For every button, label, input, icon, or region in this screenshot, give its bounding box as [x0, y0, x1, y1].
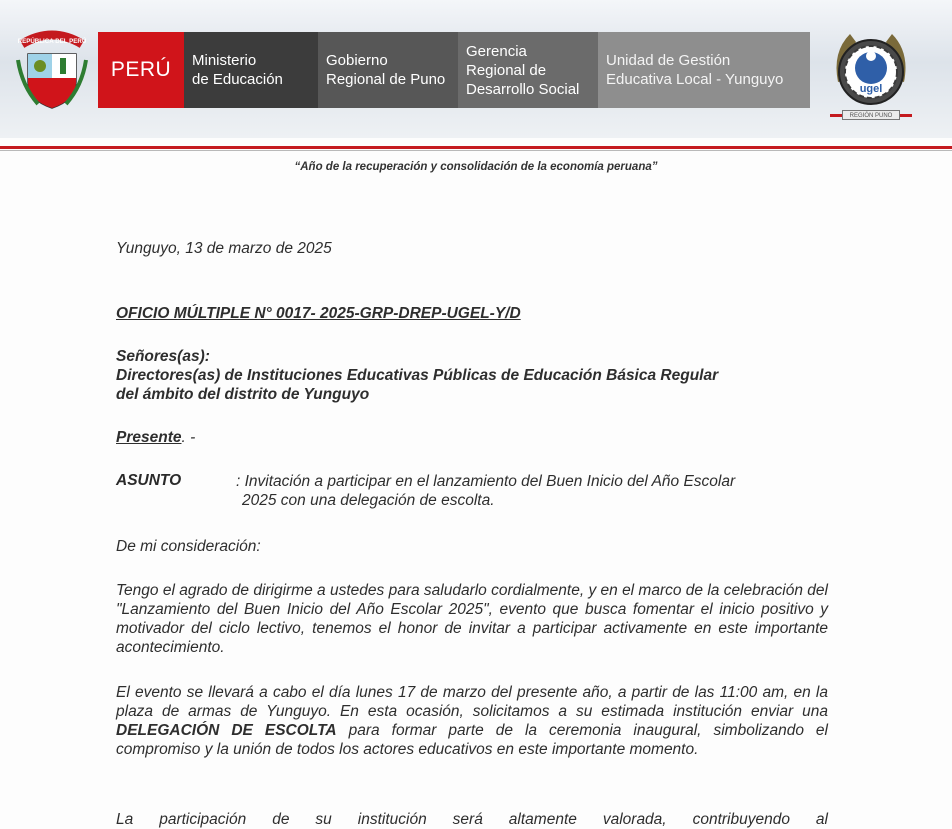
peru-brand-box	[98, 32, 184, 108]
header-rule-red	[0, 146, 952, 149]
paragraph-2	[116, 683, 828, 759]
peru-label: PERÚ	[110, 58, 172, 81]
presente-suffix: . -	[181, 429, 196, 446]
year-motto: “Año de la recuperación y consolidación de la economía peruana”	[294, 161, 658, 173]
gerencia-line-1: Gerencia	[466, 42, 527, 60]
gobierno-line-1: Gobierno	[326, 52, 388, 69]
asunto-label: ASUNTO	[116, 472, 182, 489]
gerencia-line-2: Regional de	[466, 61, 547, 79]
region-stripe-right	[900, 114, 912, 117]
ministerio-line-1: Ministerio	[192, 52, 257, 69]
presente-word: Presente	[116, 429, 182, 446]
asunto-line-2: 2025 con una delegación de escolta.	[242, 492, 495, 509]
gerencia-box	[458, 32, 598, 108]
addressee-line-2: del ámbito del distrito de Yunguyo	[116, 386, 370, 403]
ugel-line-2: Educativa Local - Yunguyo	[606, 71, 784, 88]
ministerio-box	[184, 32, 318, 108]
peru-coat-of-arms-icon	[16, 30, 88, 110]
greeting: De mi consideración:	[116, 538, 261, 555]
ugel-line-1: Unidad de Gestión	[606, 52, 731, 69]
gerencia-line-3: Desarrollo Social	[466, 80, 580, 98]
paragraph-3-partial: La participación de su institución será altamente valorada, contribuyendo al	[116, 811, 828, 828]
ministerio-line-2: de Educación	[192, 71, 283, 88]
region-puno-label: REGIÓN PUNO	[842, 110, 900, 120]
gobierno-regional-box	[318, 32, 458, 108]
oficio-number: OFICIO MÚLTIPLE N° 0017- 2025-GRP-DREP-UGEL-Y/D	[116, 305, 521, 322]
presente-line	[116, 428, 828, 447]
paragraph-2-after: para formar parte de la ceremonia inaugural, simbolizando el compromiso y la unión de todos los actores educativos en este importante momento.	[116, 722, 828, 758]
region-stripe-left	[830, 114, 842, 117]
asunto-line-1: : Invitación a participar en el lanzamiento del Buen Inicio del Año Escolar	[236, 473, 736, 490]
addressee-line-1: Directores(as) de Instituciones Educativas Públicas de Educación Básica Regular	[116, 367, 719, 384]
place-date: Yunguyo, 13 de marzo de 2025	[116, 240, 332, 257]
ugel-yunguyo-logo-icon	[828, 22, 914, 124]
paragraph-2-before: El evento se llevará a cabo el día lunes 17 de marzo del presente año, a partir de las 11:00 am, en la plaza de armas de Yunguyo. En esta ocasión, solicitamos a su estimada institución enviar una	[116, 684, 828, 720]
ugel-logo-text: ugel	[859, 83, 883, 95]
ugel-box	[598, 32, 810, 108]
paragraph-1: Tengo el agrado de dirigirme a ustedes para saludarlo cordialmente, y en el marco de la celebración del "Lanzamiento del Buen Inicio del Año Escolar 2025", evento que busca fomentar el inicio positivo y motivador del ciclo lectivo, tenemos el honor de invitar a participar activamente en este importante acontecimiento.	[116, 582, 828, 656]
delegacion-escolta-bold: DELEGACIÓN DE ESCOLTA	[116, 722, 337, 739]
shield-text: REPÚBLICA DEL PERÚ	[17, 38, 87, 45]
gobierno-line-2: Regional de Puno	[326, 71, 446, 88]
header-rule-gray	[0, 150, 952, 151]
addressee-title: Señores(as):	[116, 348, 210, 365]
